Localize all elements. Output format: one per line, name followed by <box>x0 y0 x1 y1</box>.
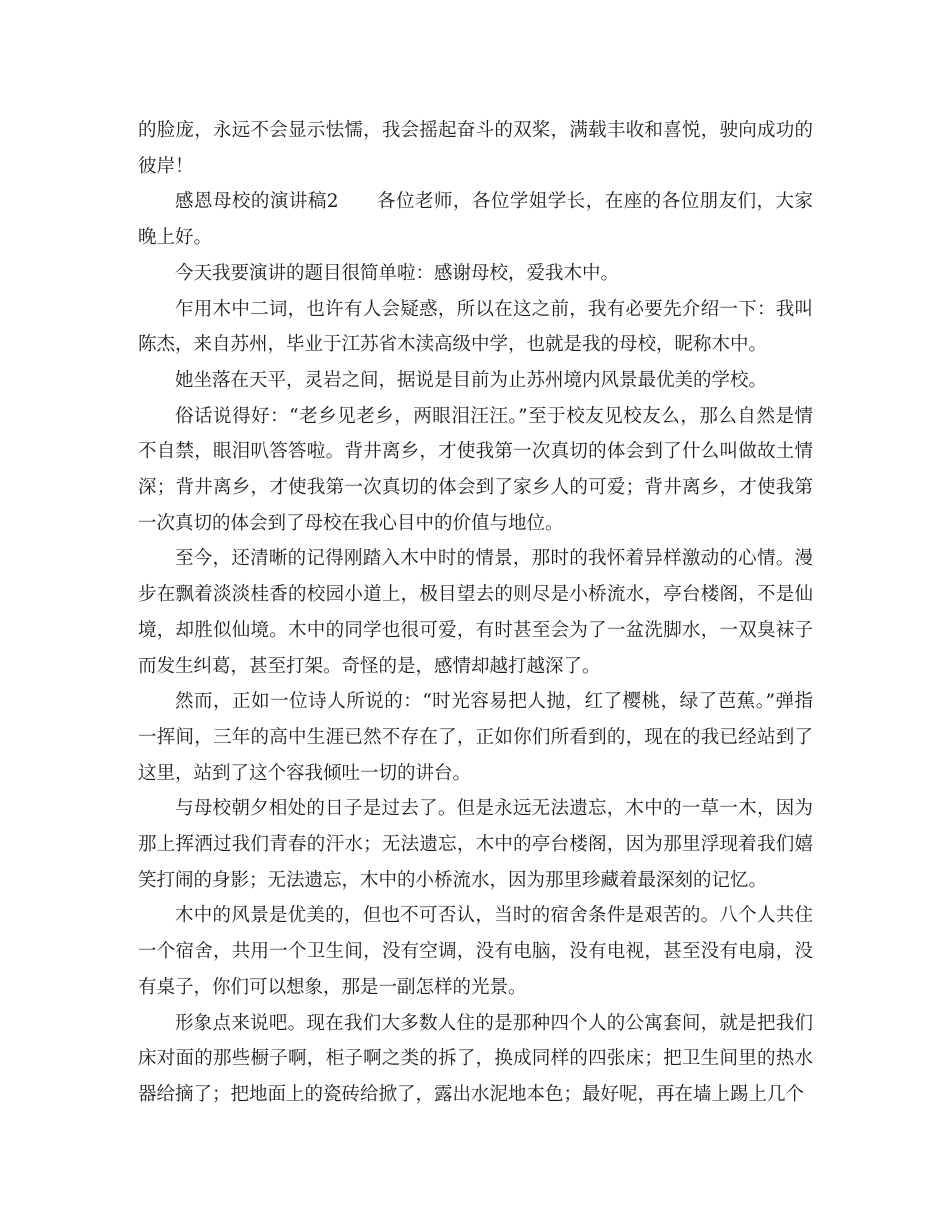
paragraph: 乍用木中二词，也许有人会疑惑，所以在这之前，我有必要先介绍一下：我叫陈杰，来自苏州，毕业于江苏省木渎高级中学，也就是我的母校，昵称木中。 <box>138 298 813 356</box>
paragraph: 与母校朝夕相处的日子是过去了。但是永远无法遗忘，木中的一草一木，因为那上挥洒过我们青春的汗水；无法遗忘，木中的亭台楼阁，因为那里浮现着我们嬉笑打闹的身影；无法遗忘，木中的小桥流水，因为那里珍藏着最深刻的记忆。 <box>138 798 813 891</box>
paragraph: 的脸庞，永远不会显示怯懦，我会摇起奋斗的双桨，满载丰收和喜悦，驶向成功的彼岸！ <box>138 120 813 177</box>
paragraph: 她坐落在天平，灵岩之间，据说是目前为止苏州境内风景最优美的学校。 <box>175 369 768 391</box>
paragraph: 形象点来说吧。现在我们大多数人住的是那种四个人的公寓套间，就是把我们床对面的那些橱子啊，柜子啊之类的拆了，换成同样的四张床；把卫生间里的热水器给摘了；把地面上的瓷砖给掀了，露出水泥地本色；最好呢，再在墙上踢上几个 <box>138 1012 813 1105</box>
paragraph: 俗话说得好：“老乡见老乡，两眼泪汪汪。”至于校友见校友么，那么自然是情不自禁，眼泪叭答答啦。背井离乡，才使我第一次真切的体会到了什么叫做故土情深；背井离乡，才使我第一次真切的体会到了家乡人的可爱；背井离乡，才使我第一次真切的体会到了母校在我心目中的价值与地位。 <box>138 405 813 534</box>
speech-text-body <box>138 113 813 1113</box>
paragraph: 至今，还清晰的记得刚踏入木中时的情景，那时的我怀着异样激动的心情。漫步在飘着淡淡桂香的校园小道上，极目望去的则尽是小桥流水，亭台楼阁，不是仙境，却胜似仙境。木中的同学也很可爱，有时甚至会为了一盆洗脚水，一双臭袜子而发生纠葛，甚至打架。奇怪的是，感情却越打越深了。 <box>138 548 813 677</box>
paragraph: 木中的风景是优美的，但也不可否认，当时的宿舍条件是艰苦的。八个人共住一个宿舍，共用一个卫生间，没有空调，没有电脑，没有电视，甚至没有电扇，没有桌子，你们可以想象，那是一副怎样的光景。 <box>138 905 813 998</box>
paragraph: 今天我要演讲的题目很简单啦：感谢母校，爱我木中。 <box>175 262 620 284</box>
paragraph: 然而，正如一位诗人所说的：“时光容易把人抛，红了樱桃，绿了芭蕉。”弹指一挥间，三年的高中生涯已然不存在了，正如你们所看到的，现在的我已经站到了这里，站到了这个容我倾吐一切的讲台。 <box>138 691 813 784</box>
paragraph: 感恩母校的演讲稿2 各位老师，各位学姐学长，在座的各位朋友们，大家晚上好。 <box>138 191 813 249</box>
